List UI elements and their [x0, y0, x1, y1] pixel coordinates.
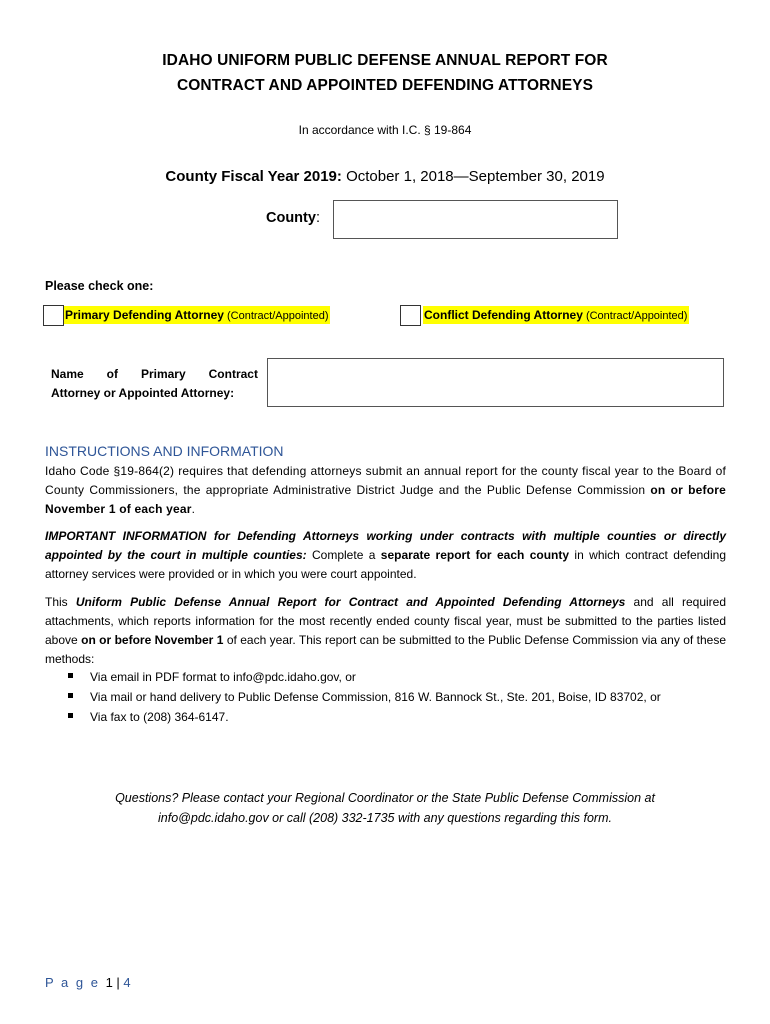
bullet-icon	[68, 713, 73, 718]
label-word: Primary	[140, 367, 186, 381]
label-word: of	[106, 367, 118, 381]
attorney-name-field[interactable]	[267, 358, 724, 407]
conflict-attorney-checkbox[interactable]	[400, 305, 421, 326]
list-item	[68, 667, 661, 687]
method-fax: Via fax to (208) 364-6147.	[90, 710, 229, 724]
county-label-colon: :	[315, 210, 320, 226]
p2-colon: :	[302, 548, 307, 562]
conflict-attorney-title: Conflict Defending Attorney	[424, 308, 583, 322]
label-word: Contract	[208, 367, 258, 381]
questions-note	[60, 788, 710, 828]
attorney-name-label	[51, 365, 258, 403]
primary-attorney-title: Primary Defending Attorney	[65, 308, 224, 322]
list-item	[68, 687, 661, 707]
p2-text2: in which contract defending attorney services were provided or in which you were court appointed.	[45, 548, 726, 581]
p2-separate: separate report for each county	[380, 548, 570, 562]
label-word: Name	[51, 367, 84, 381]
conflict-attorney-label	[423, 306, 689, 324]
submission-methods	[68, 667, 661, 727]
instructions-paragraph-3	[45, 593, 726, 669]
page-number: 1	[105, 975, 113, 990]
fiscal-year	[0, 168, 770, 185]
method-mail: Via mail or hand delivery to Public Defense Commission, 816 W. Bannock St., Ste. 201, Boise, ID 83702, or	[90, 690, 661, 704]
method-email: Via email in PDF format to info@pdc.idaho.gov, or	[90, 670, 356, 684]
conflict-attorney-type: (Contract/Appointed)	[582, 310, 688, 322]
p2-text1: Complete a	[306, 548, 381, 562]
check-one-prompt: Please check one:	[45, 279, 154, 293]
p3-text3: of each year. This report can be submitted to the Public Defense Commission via any of these methods:	[45, 633, 727, 666]
p2-important: IMPORTANT INFORMATION for Defending Attorneys working under contracts with multiple counties or directly appointed by the court in multiple counties	[45, 529, 726, 562]
county-label	[266, 210, 320, 226]
p1-text: Idaho Code §19-864(2) requires that defending attorneys submit an annual report for the county fiscal year to the Board of County Commissioners, the appropriate Administrative District Judge and the Public Defense Commission	[45, 464, 726, 497]
instructions-heading: INSTRUCTIONS AND INFORMATION	[45, 443, 284, 459]
primary-attorney-type: (Contract/Appointed)	[223, 310, 329, 322]
primary-attorney-label	[64, 306, 330, 324]
fiscal-year-label: County Fiscal Year 2019:	[165, 168, 342, 185]
doc-title-line1: IDAHO UNIFORM PUBLIC DEFENSE ANNUAL REPORT FOR	[162, 52, 608, 69]
doc-subtitle: In accordance with I.C. § 19-864	[298, 123, 472, 137]
p1-deadline: on or before November 1 of each year	[45, 483, 727, 516]
bullet-icon	[68, 673, 73, 678]
doc-title-line2: CONTRACT AND APPOINTED DEFENDING ATTORNEYS	[176, 77, 594, 94]
bullet-icon	[68, 693, 73, 698]
page-footer	[45, 975, 133, 990]
p1-end: .	[191, 502, 196, 516]
instructions-paragraph-1	[45, 462, 726, 519]
p3-report-name: Uniform Public Defense Annual Report for Contract and Appointed Defending Attorneys	[75, 595, 626, 609]
page-separator: |	[112, 975, 124, 990]
county-field[interactable]	[333, 200, 618, 239]
instructions-paragraph-2	[45, 527, 726, 584]
questions-line1: Questions? Please contact your Regional Coordinator or the State Public Defense Commission at	[115, 791, 655, 805]
list-item	[68, 707, 661, 727]
page-label: P a g e	[45, 975, 106, 990]
fiscal-year-value: October 1, 2018—September 30, 2019	[341, 168, 605, 185]
primary-attorney-checkbox[interactable]	[43, 305, 64, 326]
page-total: 4	[123, 975, 133, 990]
questions-line2: info@pdc.idaho.gov or call (208) 332-1735 with any questions regarding this form.	[158, 811, 612, 825]
county-label-text: County	[266, 210, 316, 226]
attorney-name-label-line1	[51, 365, 258, 384]
p3-text2: and all required attachments, which reports information for the most recently ended county fiscal year, must be submitted to the parties listed above	[45, 595, 727, 647]
attorney-name-label-line2: Attorney or Appointed Attorney:	[51, 386, 235, 400]
p3-text1: This	[45, 595, 76, 609]
p3-deadline: on or before November 1	[81, 633, 224, 647]
